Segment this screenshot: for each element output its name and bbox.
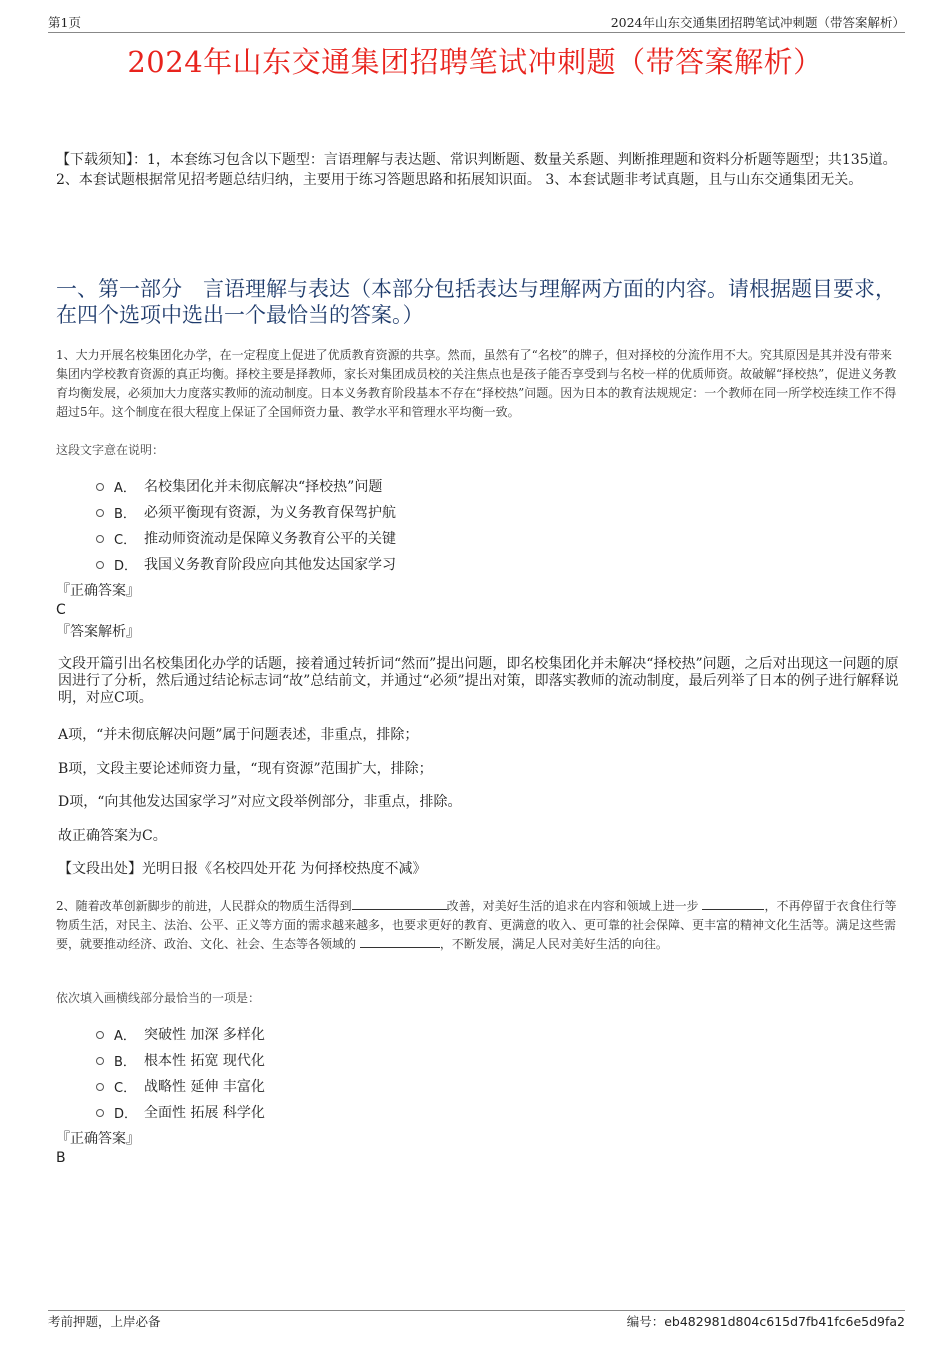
answer-value: B xyxy=(56,1150,66,1166)
option-d[interactable]: D． 我国义务教育阶段应向其他发达国家学习 xyxy=(96,551,796,577)
option-text: 根本性 拓宽 现代化 xyxy=(144,1053,265,1069)
radio-icon[interactable] xyxy=(96,561,104,569)
option-c[interactable]: C． 推动师资流动是保障义务教育公平的关键 xyxy=(96,525,796,551)
analysis-paragraph: D项，“向其他发达国家学习”对应文段举例部分，非重点，排除。 xyxy=(58,794,462,810)
question-1-options xyxy=(96,473,796,577)
option-text: 全面性 拓展 科学化 xyxy=(144,1105,265,1121)
page-number: 第1页 xyxy=(48,15,81,30)
radio-icon[interactable] xyxy=(96,1109,104,1117)
option-a[interactable]: A． 名校集团化并未彻底解决“择校热”问题 xyxy=(96,473,796,499)
question-2-prompt: 依次填入画横线部分最恰当的一项是： xyxy=(56,991,261,1005)
download-notice: 【下载须知】：1，本套练习包含以下题型：言语理解与表达题、常识判断题、数量关系题、判断推理题和资料分析题等题型；共135道。 2、本套试题根据常见招考题总结归纳，主要用于练习答题思路和拓展知识面。 3、本套试题非考试真题，且与山东交通集团无关。 xyxy=(56,152,897,188)
fill-blank xyxy=(352,897,447,910)
page-header xyxy=(48,14,905,33)
question-1-text: 1、大力开展名校集团化办学，在一定程度上促进了优质教育资源的共享。然而，虽然有了“名校”的牌子，但对择校的分流作用不大。究其原因是其并没有带来集团内学校教育资源的真正均衡。择校主要是择教师，家长对集团成员校的关注焦点也是孩子能否享受到与名校一样的优质师资。故破解“择校热”，促进义务教育均衡发展，必须加大力度落实教师的流动制度。日本义务教育阶段基本不存在“择校热”问题。因为日本的教育法规规定：一个教师在同一所学校连续工作不得超过5年。这个制度在很大程度上保证了全国师资力量、教学水平和管理水平均衡一致。 xyxy=(56,348,897,419)
answer-value: C xyxy=(56,602,66,618)
fill-blank xyxy=(702,897,764,910)
fill-blank xyxy=(360,935,440,948)
analysis-paragraph: B项，文段主要论述师资力量，“现有资源”范围扩大，排除； xyxy=(58,761,433,777)
answer-label: 『正确答案』 xyxy=(56,1131,140,1147)
radio-icon[interactable] xyxy=(96,535,104,543)
radio-icon[interactable] xyxy=(96,1083,104,1091)
answer-label: 『正确答案』 xyxy=(56,583,140,599)
document-code: 编号：eb482981d804c615d7fb41fc6e5d9fa2 xyxy=(626,1314,905,1329)
analysis-paragraph: A项，“并未彻底解决问题”属于问题表述，非重点，排除； xyxy=(58,727,419,743)
section-heading: 一、第一部分 言语理解与表达（本部分包括表达与理解两方面的内容。请根据题目要求，在四个选项中选出一个最恰当的答案。） xyxy=(56,277,896,327)
footer-slogan: 考前押题，上岸必备 xyxy=(48,1314,161,1329)
radio-icon[interactable] xyxy=(96,1031,104,1039)
analysis-paragraph: 文段开篇引出名校集团化办学的话题，接着通过转折词“然而”提出问题，即名校集团化并未解决“择校热”问题，之后对出现这一问题的原因进行了分析，然后通过结论标志词“故”总结前文，并通过“必须”提出对策，即落实教师的流动制度，最后列举了日本的例子进行解释说明，对应C项。 xyxy=(58,656,899,706)
option-text: 推动师资流动是保障义务教育公平的关键 xyxy=(144,531,396,547)
document-title: 2024年山东交通集团招聘笔试冲刺题（带答案解析） xyxy=(127,45,823,79)
radio-icon[interactable] xyxy=(96,509,104,517)
option-c[interactable]: C． 战略性 延伸 丰富化 xyxy=(96,1073,796,1099)
option-d[interactable]: D． 全面性 拓展 科学化 xyxy=(96,1099,796,1125)
header-doc-title: 2024年山东交通集团招聘笔试冲刺题（带答案解析） xyxy=(610,15,905,30)
radio-icon[interactable] xyxy=(96,483,104,491)
option-text: 战略性 延伸 丰富化 xyxy=(144,1079,265,1095)
question-1-prompt: 这段文字意在说明： xyxy=(56,443,165,457)
radio-icon[interactable] xyxy=(96,1057,104,1065)
question-2-options xyxy=(96,1021,796,1125)
source-citation: 【文段出处】光明日报《名校四处开花 为何择校热度不减》 xyxy=(58,861,427,877)
option-b[interactable]: B． 根本性 拓宽 现代化 xyxy=(96,1047,796,1073)
option-text: 必须平衡现有资源，为义务教育保驾护航 xyxy=(144,505,396,521)
option-a[interactable]: A． 突破性 加深 多样化 xyxy=(96,1021,796,1047)
page-footer xyxy=(48,1310,905,1335)
option-text: 我国义务教育阶段应向其他发达国家学习 xyxy=(144,557,396,573)
question-2-text: 2、随着改革创新脚步的前进，人民群众的物质生活得到 改善，对美好生活的追求在内容和领域上进一步 ，不再停留于衣食住行等物质生活，对民主、法治、公平、正义等方面的需求越来越多，也要求更好的教育、更满意的收入、更可靠的社会保障、更丰富的精神文化生活等。满足这些需要，就要推动经济、政治、文化、社会、生态等各领域的 ，不断发展，满足人民对美好生活的向往。 xyxy=(56,899,897,951)
option-text: 名校集团化并未彻底解决“择校热”问题 xyxy=(144,479,383,495)
analysis-label: 『答案解析』 xyxy=(56,624,140,640)
option-text: 突破性 加深 多样化 xyxy=(144,1027,265,1043)
option-b[interactable]: B． 必须平衡现有资源，为义务教育保驾护航 xyxy=(96,499,796,525)
analysis-conclusion: 故正确答案为C。 xyxy=(58,828,167,844)
